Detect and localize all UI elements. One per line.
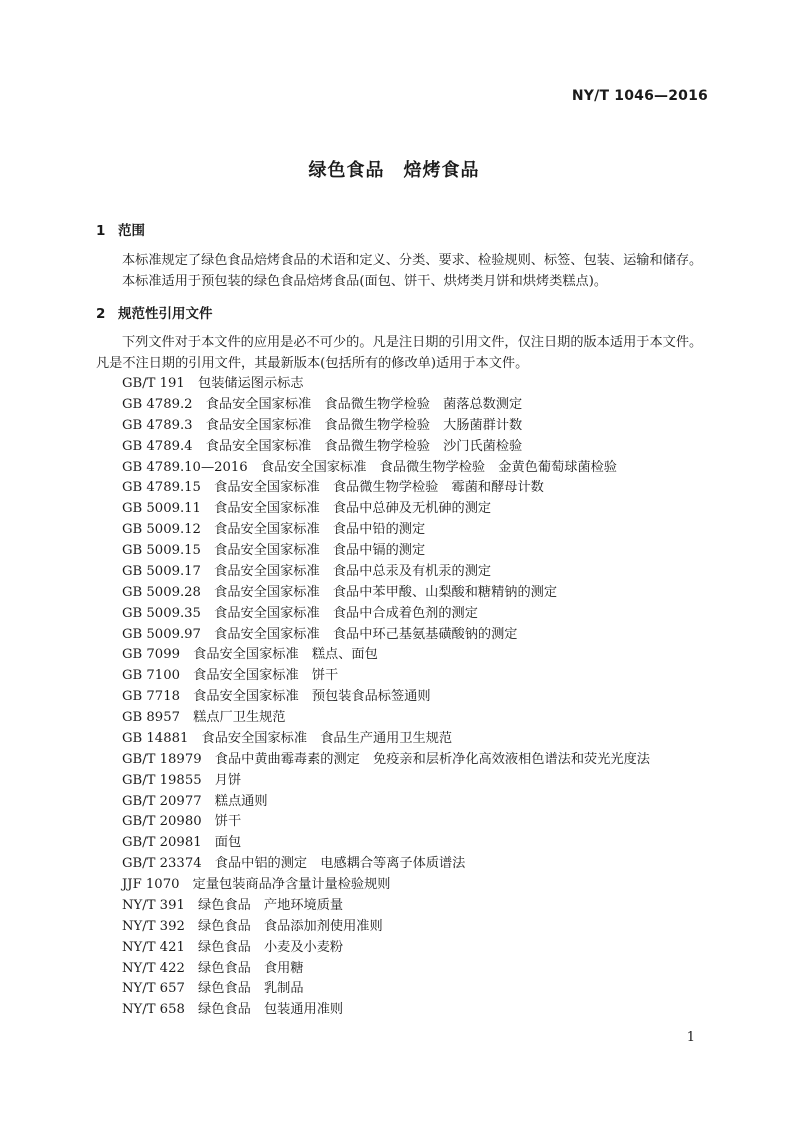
list-item: GB 4789.4 食品安全国家标准 食品微生物学检验 沙门氏菌检验: [122, 438, 523, 454]
section-heading-normative-references: [96, 302, 213, 322]
section-title: 规范性引用文件: [118, 306, 213, 322]
page-number: 1: [686, 1030, 695, 1045]
list-item: GB 5009.12 食品安全国家标准 食品中铅的测定: [122, 522, 426, 538]
list-item: GB 5009.17 食品安全国家标准 食品中总汞及有机汞的测定: [122, 563, 492, 579]
list-item: GB 4789.10—2016 食品安全国家标准 食品微生物学检验 金黄色葡萄球菌检验: [122, 459, 617, 475]
references-intro: 下列文件对于本文件的应用是必不可少的。凡是注日期的引用文件，仅注日期的版本适用于本文件。凡是不注日期的引用文件，其最新版本(包括所有的修改单)适用于本文件。: [96, 335, 703, 371]
list-item: GB 5009.11 食品安全国家标准 食品中总砷及无机砷的测定: [122, 501, 492, 517]
list-item: GB 4789.3 食品安全国家标准 食品微生物学检验 大肠菌群计数: [122, 417, 523, 433]
list-item: GB 5009.97 食品安全国家标准 食品中环己基氨基磺酸钠的测定: [122, 626, 518, 642]
section-number: 2: [96, 306, 106, 322]
list-item: GB/T 23374 食品中铝的测定 电感耦合等离子体质谱法: [122, 856, 466, 872]
list-item: GB/T 18979 食品中黄曲霉毒素的测定 免疫亲和层析净化高效液相色谱法和荧光光度法: [122, 751, 650, 767]
list-item: NY/T 421 绿色食品 小麦及小麦粉: [122, 939, 344, 955]
list-item: GB 4789.15 食品安全国家标准 食品微生物学检验 霉菌和酵母计数: [122, 480, 544, 496]
list-item: GB 5009.28 食品安全国家标准 食品中苯甲酸、山梨酸和糖精钠的测定: [122, 584, 558, 600]
list-item: NY/T 422 绿色食品 食用糖: [122, 960, 304, 976]
list-item: JJF 1070 定量包装商品净含量计量检验规则: [122, 877, 391, 892]
section-title: 范围: [118, 223, 145, 239]
list-item: GB 8957 糕点厂卫生规范: [122, 710, 286, 725]
list-item: GB 7100 食品安全国家标准 饼干: [122, 668, 339, 684]
list-item: GB 5009.35 食品安全国家标准 食品中合成着色剂的测定: [122, 605, 478, 621]
section-number: 1: [96, 223, 106, 239]
scope-paragraph-1: 本标准规定了绿色食品焙烤食品的术语和定义、分类、要求、检验规则、标签、包装、运输和储存。: [122, 253, 703, 268]
list-item: GB 4789.2 食品安全国家标准 食品微生物学检验 菌落总数测定: [122, 396, 523, 412]
section-heading-scope: [96, 219, 145, 239]
reference-list: [122, 374, 650, 1021]
list-item: GB 7099 食品安全国家标准 糕点、面包: [122, 647, 378, 663]
list-item: GB 14881 食品安全国家标准 食品生产通用卫生规范: [122, 730, 453, 746]
list-item: GB/T 191 包装储运图示标志: [122, 376, 304, 391]
list-item: NY/T 391 绿色食品 产地环境质量: [122, 897, 344, 913]
list-item: GB/T 20977 糕点通则: [122, 793, 268, 809]
list-item: GB 5009.15 食品安全国家标准 食品中镉的测定: [122, 543, 426, 558]
list-item: NY/T 657 绿色食品 乳制品: [122, 981, 304, 997]
list-item: GB/T 20981 面包: [122, 835, 242, 851]
list-item: NY/T 392 绿色食品 食品添加剂使用准则: [122, 918, 383, 934]
list-item: GB/T 19855 月饼: [122, 772, 242, 788]
document-title: 绿色食品 焙烤食品: [308, 160, 480, 181]
list-item: GB 7718 食品安全国家标准 预包装食品标签通则: [122, 689, 431, 705]
scope-paragraph-2: 本标准适用于预包装的绿色食品焙烤食品(面包、饼干、烘烤类月饼和烘烤类糕点)。: [122, 274, 608, 289]
standard-number: NY/T 1046—2016: [571, 88, 708, 104]
list-item: NY/T 658 绿色食品 包装通用准则: [122, 1002, 344, 1018]
list-item: GB/T 20980 饼干: [122, 814, 242, 830]
